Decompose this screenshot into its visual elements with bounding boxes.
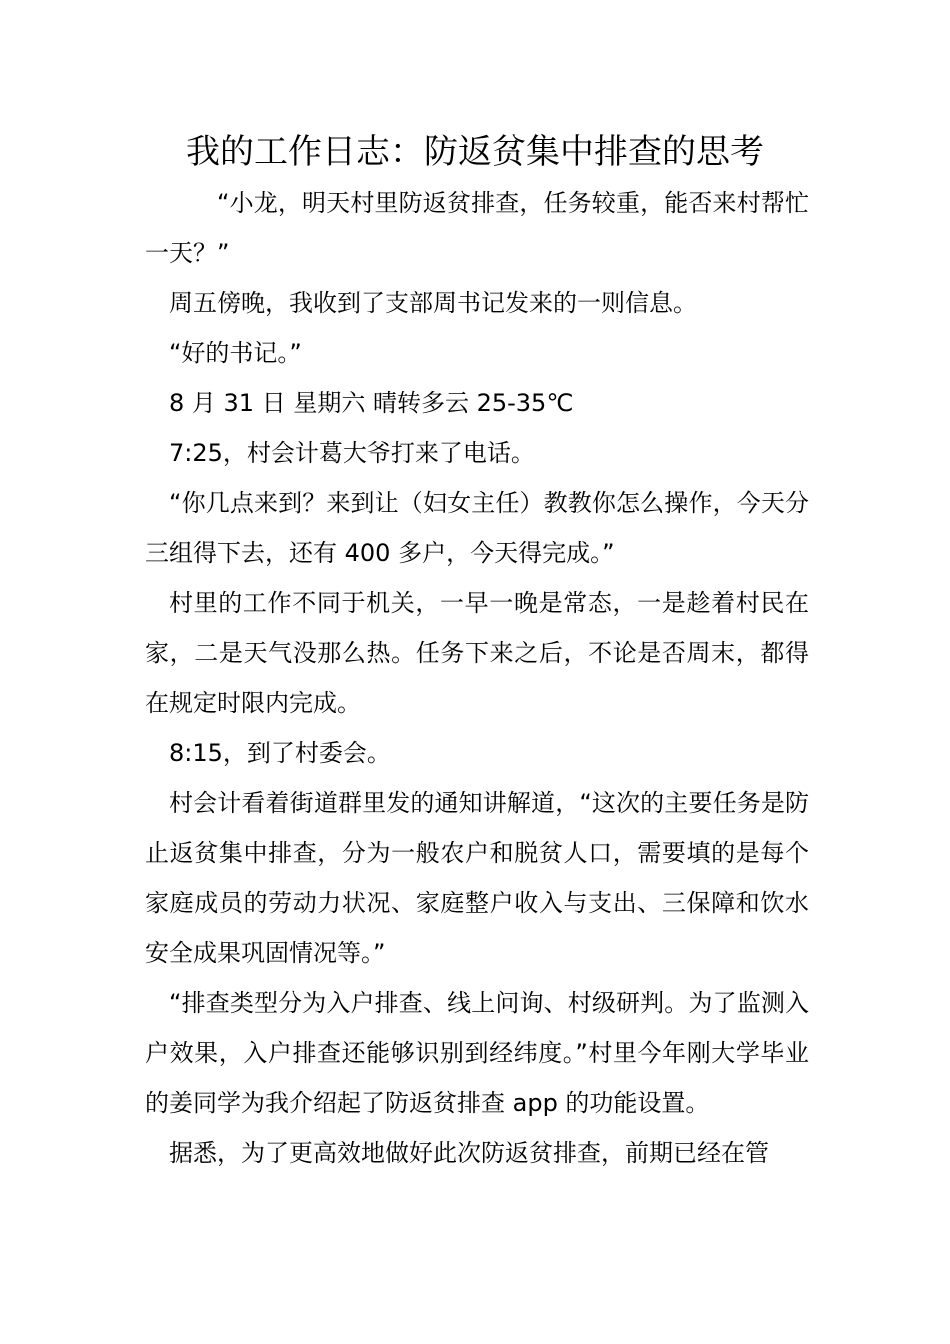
document-body [145,178,809,1178]
paragraph: 8:15，到了村委会。 [169,739,391,767]
paragraph: 据悉，为了更高效地做好此次防返贫排查，前期已经在管 [169,1139,769,1167]
paragraph: 7:25，村会计葛大爷打来了电话。 [169,439,535,467]
document-title: 我的工作日志：防返贫集中排查的思考 [186,132,764,172]
paragraph: “好的书记。” [169,339,302,367]
paragraph: 村里的工作不同于机关，一早一晚是常态，一是趁着村民在家，二是天气没那么热。任务下来之后，不论是否周末，都得在规定时限内完成。 [145,589,809,717]
paragraph: 周五傍晚，我收到了支部周书记发来的一则信息。 [169,289,697,317]
paragraph: “小龙，明天村里防返贫排查，任务较重，能否来村帮忙一天？” [145,189,809,267]
paragraph: 8 月 31 日 星期六 晴转多云 25-35℃ [169,389,574,417]
paragraph: “你几点来到？来到让（妇女主任）教教你怎么操作，今天分三组得下去，还有 400 多户，今天得完成。” [145,489,809,567]
paragraph: 村会计看着街道群里发的通知讲解道，“这次的主要任务是防止返贫集中排查，分为一般农户和脱贫人口，需要填的是每个家庭成员的劳动力状况、家庭整户收入与支出、三保障和饮水安全成果巩固情况等。” [145,789,809,967]
paragraph: “排查类型分为入户排查、线上问询、村级研判。为了监测入户效果，入户排查还能够识别到经纬度。”村里今年刚大学毕业的姜同学为我介绍起了防返贫排查 app 的功能设置。 [145,989,809,1117]
